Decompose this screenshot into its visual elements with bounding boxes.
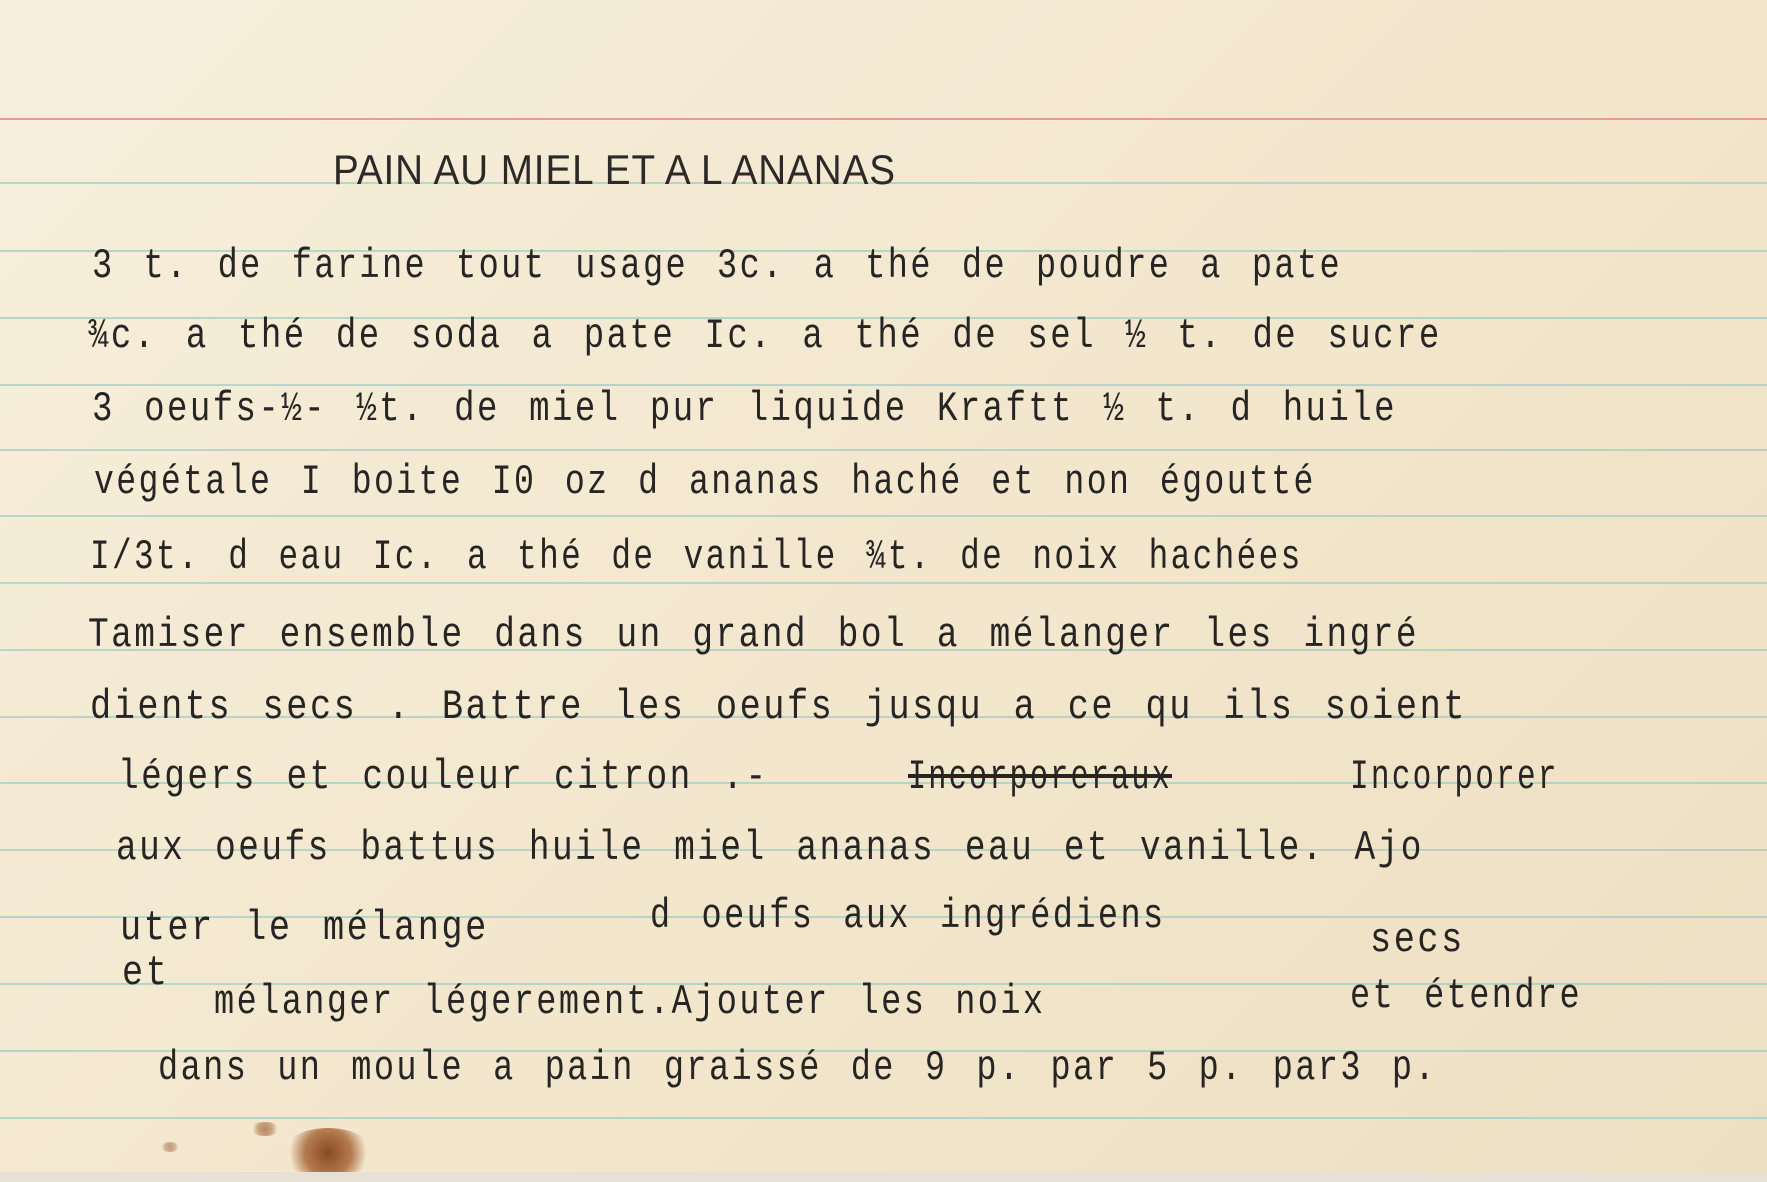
ruled-line [0,582,1767,584]
recipe-line: 3 t. de farine tout usage 3c. a thé de poudre a pate [92,242,1343,290]
recipe-line: et étendre [1350,972,1583,1020]
ruled-line [0,449,1767,451]
recipe-line: ¾c. a thé de soda a pate Ic. a thé de sel ½ t. de sucre [88,312,1442,360]
ink-stain [160,1142,180,1152]
recipe-line: et [122,949,170,997]
card-edge [0,1172,1767,1182]
recipe-line: 3 oeufs-½- ½t. de miel pur liquide Kraftt ½ t. d huile [92,385,1397,433]
recipe-line: mélanger légerement.Ajouter les noix [214,978,1046,1026]
recipe-line: Incorporer [1350,753,1559,801]
ruled-line [0,1117,1767,1119]
recipe-line: secs [1370,916,1465,964]
recipe-line: Tamiser ensemble dans un grand bol a mélanger les ingré [88,611,1420,659]
struck-out-word: Incorporeraux [908,753,1172,801]
recipe-line: I/3t. d eau Ic. a thé de vanille ¾t. de noix hachées [90,533,1303,581]
recipe-line: légers et couleur citron .- [118,753,769,801]
recipe-line: uter le mélange [120,904,489,952]
header-red-rule [0,118,1767,120]
ink-stain [250,1122,280,1136]
recipe-line: dients secs . Battre les oeufs jusqu a ce qu ils soient [90,683,1467,731]
recipe-line: aux oeufs battus huile miel ananas eau et vanille. Ajo [116,824,1424,872]
recipe-line: d oeufs aux ingrédiens [650,892,1166,940]
ruled-line [0,515,1767,517]
recipe-line: dans un moule a pain graissé de 9 p. par 5 p. par3 p. [158,1044,1438,1092]
recipe-title: PAIN AU MIEL ET A L ANANAS [333,146,896,193]
recipe-line: végétale I boite I0 oz d ananas haché et non égoutté [94,458,1316,506]
ink-stain [283,1128,373,1178]
